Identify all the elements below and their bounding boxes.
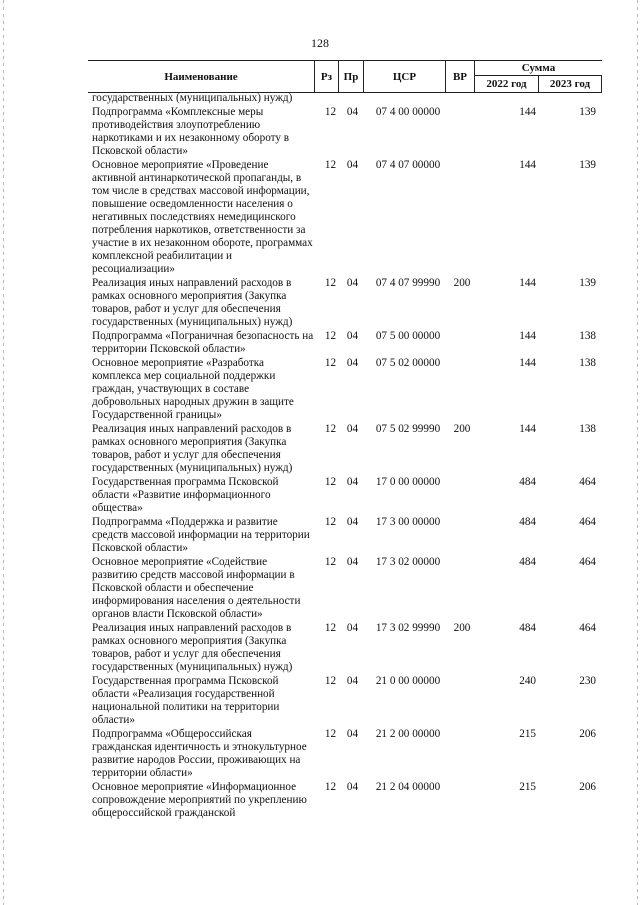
row-rz: 12 — [324, 476, 337, 488]
row-sum-2023: 464 — [579, 476, 596, 488]
row-name: Государственная программа Псковской области «Развитие информационного общества» — [92, 476, 279, 514]
header-sum: Сумма — [474, 61, 602, 76]
row-vr — [447, 781, 477, 820]
header-year-2023: 2023 год — [538, 76, 602, 92]
row-csr: 21 2 00 00000 — [375, 728, 441, 740]
table-row — [88, 675, 608, 727]
row-rz: 12 — [324, 675, 337, 687]
row-sum-2023 — [542, 92, 608, 105]
row-csr: 17 0 00 00000 — [375, 476, 441, 488]
row-sum-2022: 144 — [519, 423, 536, 435]
row-sum-2023: 464 — [579, 622, 596, 634]
row-name: Основное мероприятие «Разработка комплекса мер социальной поддержки граждан, участвующих в составе добровольных народных дружин в защите Государственной границы» — [92, 357, 294, 421]
row-csr: 21 0 00 00000 — [375, 675, 441, 687]
header-vr: ВР — [445, 61, 474, 92]
row-csr: 07 4 00 00000 — [375, 106, 441, 118]
row-vr — [447, 159, 477, 276]
row-vr — [447, 556, 477, 621]
row-sum-2022: 484 — [519, 476, 536, 488]
row-sum-2022: 240 — [519, 675, 536, 687]
row-csr: 07 5 00 00000 — [375, 330, 441, 342]
row-csr: 07 4 07 00000 — [375, 159, 441, 171]
row-name: Подпрограмма «Поддержка и развитие средств массовой информации на территории Псковской области» — [92, 516, 310, 554]
row-rz: 12 — [324, 330, 337, 342]
row-csr: 17 3 00 00000 — [375, 516, 441, 528]
row-name: Реализация иных направлений расходов в рамках основного мероприятия (Закупка товаров, работ и услуг для обеспечения государственных (муниципальных) нужд) — [92, 622, 293, 673]
row-sum-2023: 206 — [579, 728, 596, 740]
row-vr — [447, 728, 477, 780]
table-row — [88, 622, 608, 674]
row-sum-2023: 139 — [579, 277, 596, 289]
row-pr: 04 — [346, 728, 359, 740]
row-rz: 12 — [324, 728, 337, 740]
table-row — [88, 106, 608, 158]
row-pr: 04 — [346, 675, 359, 687]
header-name: Наименование — [164, 70, 238, 83]
table-row — [88, 781, 608, 820]
row-sum-2023: 139 — [579, 159, 596, 171]
row-rz: 12 — [324, 516, 337, 528]
table-row — [88, 516, 608, 555]
table-row — [88, 330, 608, 356]
row-pr: 04 — [346, 106, 359, 118]
row-sum-2023: 464 — [579, 516, 596, 528]
header-csr: ЦСР — [363, 61, 445, 92]
table-row — [88, 556, 608, 621]
row-sum-2023: 206 — [579, 781, 596, 793]
row-pr: 04 — [346, 622, 359, 634]
row-pr: 04 — [346, 330, 359, 342]
row-sum-2022 — [477, 92, 542, 105]
row-sum-2022: 144 — [519, 106, 536, 118]
row-csr — [363, 92, 447, 105]
row-vr — [447, 92, 477, 105]
row-name: Реализация иных направлений расходов в рамках основного мероприятия (Закупка товаров, работ и услуг для обеспечения государственных (муниципальных) нужд) — [92, 423, 293, 474]
row-vr: 200 — [453, 622, 471, 634]
row-rz: 12 — [324, 423, 337, 435]
row-vr — [447, 675, 477, 727]
page-number: 128 — [311, 36, 329, 50]
row-sum-2023: 464 — [579, 556, 596, 568]
table-row — [88, 92, 608, 105]
row-sum-2022: 144 — [519, 357, 536, 369]
row-sum-2022: 144 — [519, 277, 536, 289]
row-vr — [447, 106, 477, 158]
table-header — [88, 60, 602, 93]
row-sum-2022: 484 — [519, 556, 536, 568]
row-rz: 12 — [324, 781, 337, 793]
row-sum-2023: 138 — [579, 423, 596, 435]
row-pr: 04 — [346, 357, 359, 369]
row-pr: 04 — [346, 476, 359, 488]
table-row — [88, 357, 608, 422]
row-rz: 12 — [324, 159, 337, 171]
header-pr: Пр — [338, 61, 363, 92]
row-csr: 21 2 04 00000 — [375, 781, 441, 793]
row-rz: 12 — [324, 106, 337, 118]
row-rz — [314, 92, 338, 105]
row-sum-2023: 138 — [579, 330, 596, 342]
row-csr: 07 5 02 99990 — [375, 423, 441, 435]
table-row — [88, 277, 608, 329]
row-vr — [447, 516, 477, 555]
row-vr — [447, 476, 477, 515]
table-row — [88, 476, 608, 515]
row-vr: 200 — [453, 423, 471, 435]
row-pr: 04 — [346, 277, 359, 289]
scan-edge-right — [637, 0, 638, 905]
row-name: Государственная программа Псковской области «Реализация государственной национальной политики на территории области» — [92, 675, 280, 726]
row-pr: 04 — [346, 556, 359, 568]
row-rz: 12 — [324, 622, 337, 634]
row-name: государственных (муниципальных) нужд) — [92, 92, 293, 104]
row-sum-2023: 138 — [579, 357, 596, 369]
row-sum-2022: 144 — [519, 330, 536, 342]
row-pr: 04 — [346, 781, 359, 793]
row-pr — [338, 92, 363, 105]
row-vr — [447, 330, 477, 356]
row-sum-2023: 139 — [579, 106, 596, 118]
row-pr: 04 — [346, 159, 359, 171]
row-csr: 07 4 07 99990 — [375, 277, 441, 289]
table-body — [88, 92, 608, 821]
row-rz: 12 — [324, 357, 337, 369]
row-sum-2022: 484 — [519, 622, 536, 634]
row-sum-2023: 230 — [579, 675, 596, 687]
row-name: Подпрограмма «Комплексные меры противодействия злоупотреблению наркотиками и их незаконному обороту в Псковской области» — [92, 106, 290, 157]
row-pr: 04 — [346, 516, 359, 528]
table-row — [88, 423, 608, 475]
row-name: Основное мероприятие «Информационное сопровождение мероприятий по укреплению общероссийской гражданской — [92, 781, 307, 819]
row-name: Реализация иных направлений расходов в рамках основного мероприятия (Закупка товаров, работ и услуг для обеспечения государственных (муниципальных) нужд) — [92, 277, 293, 328]
row-name: Основное мероприятие «Содействие развитию средств массовой информации в Псковской области и обеспечение информирования населения о деятельности органов власти Псковской области» — [92, 556, 301, 620]
row-name: Основное мероприятие «Проведение активной антинаркотической пропаганды, в том числе в средствах массовой информации, повышение осведомленности населения о негативных последствиях немедицинского потребления наркотиков, ответственности за участие в их незаконном обороте, программах комплексной реабилитации и ресоциализации» — [92, 159, 313, 275]
row-csr: 07 5 02 00000 — [375, 357, 441, 369]
row-vr — [447, 357, 477, 422]
header-year-2022: 2022 год — [474, 76, 538, 92]
row-pr: 04 — [346, 423, 359, 435]
row-csr: 17 3 02 99990 — [375, 622, 441, 634]
scan-edge-left — [3, 0, 4, 905]
row-sum-2022: 144 — [519, 159, 536, 171]
row-vr: 200 — [453, 277, 471, 289]
row-sum-2022: 215 — [519, 728, 536, 740]
row-rz: 12 — [324, 277, 337, 289]
header-rz: Рз — [314, 61, 338, 92]
row-name: Подпрограмма «Общероссийская гражданская идентичность и этнокультурное развитие народов России, проживающих на территории области» — [92, 728, 307, 779]
row-sum-2022: 484 — [519, 516, 536, 528]
table-row — [88, 159, 608, 276]
row-sum-2022: 215 — [519, 781, 536, 793]
table-row — [88, 728, 608, 780]
row-name: Подпрограмма «Пограничная безопасность на территории Псковской области» — [92, 330, 314, 355]
row-rz: 12 — [324, 556, 337, 568]
row-csr: 17 3 02 00000 — [375, 556, 441, 568]
